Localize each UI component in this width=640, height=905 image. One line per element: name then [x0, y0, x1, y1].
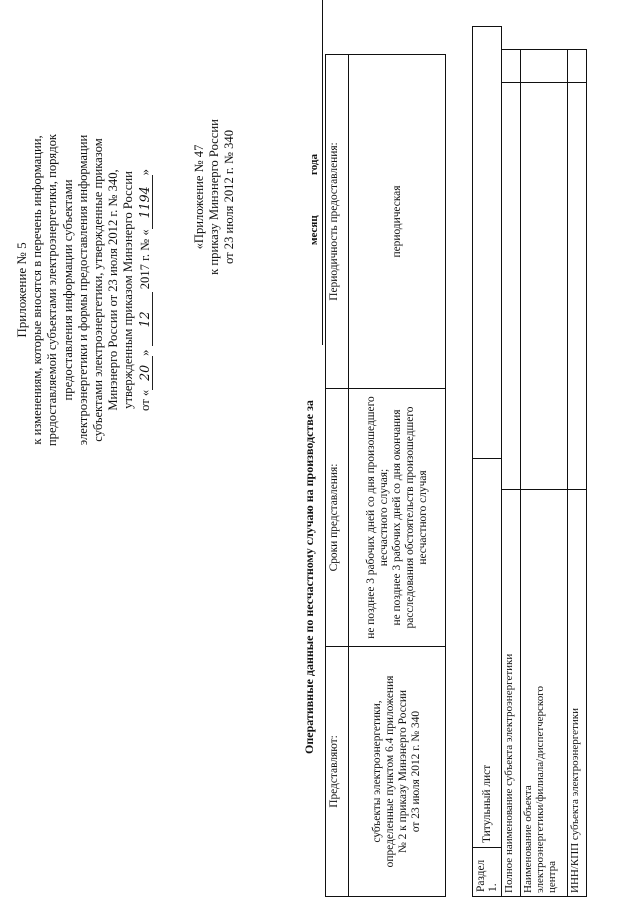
- deadlines-line: не позднее 3 рабочих дней со дня произошедшего: [364, 396, 377, 639]
- title-row-object-name: [521, 50, 568, 897]
- appendix-5-title: Приложение № 5: [14, 242, 29, 338]
- section-empty-cell: [473, 27, 502, 459]
- appendix-47-block: [192, 72, 238, 322]
- object-name-extra-cell: [521, 50, 568, 83]
- info-table-body-row: [349, 55, 446, 897]
- header-periodicity: Периодичность предоставления:: [326, 55, 349, 389]
- header-submitters: Представляют:: [326, 647, 349, 897]
- appendix-47-line-1: «Приложение № 47: [192, 144, 206, 250]
- order-year: 2017 г. №: [137, 238, 152, 290]
- header-line-1: к изменениям, которые вносятся в перечень информации,: [30, 135, 45, 445]
- period-underline: [322, 0, 323, 345]
- appendix-47-line-3: от 23 июля 2012 г. № 340: [222, 129, 237, 265]
- handwritten-month: 12: [137, 292, 153, 346]
- handwritten-order-number: 1194: [137, 175, 153, 229]
- object-name-line: центра: [546, 861, 558, 893]
- header-line-3: предоставления информации субъектами: [60, 179, 75, 401]
- full-name-extra-cell: [502, 50, 521, 83]
- submitters-cell: [349, 647, 446, 897]
- header-line-4: электроэнергетики и формы предоставления информации: [75, 134, 90, 446]
- order-date-prefix: от «: [137, 389, 152, 411]
- header-line-2: предоставляемой субъектами электроэнергетики, порядок: [45, 133, 60, 447]
- title-row-inn-kpp: [568, 50, 587, 897]
- order-date-line: [137, 169, 153, 411]
- object-name-label: [521, 490, 568, 897]
- section-1-row: [472, 26, 502, 897]
- submitters-line: субъекты электроэнергетики,: [371, 700, 383, 843]
- header-line-6: Минэнерго России от 23 июля 2012 г. № 340,: [106, 169, 121, 411]
- info-table-header-row: [326, 55, 349, 897]
- order-date-quote: »: [137, 349, 152, 356]
- order-number-open: «: [137, 229, 152, 236]
- full-name-value-cell: [502, 83, 521, 490]
- object-name-line: Наименование объекта: [522, 785, 534, 893]
- report-title: Оперативные данные по несчастному случаю на производстве за: [302, 400, 316, 754]
- inn-kpp-extra-cell: [568, 50, 587, 83]
- submitters-line: от 23 июля 2012 г. № 340: [410, 710, 422, 833]
- full-name-label: Полное наименование субъекта электроэнергетики: [502, 490, 521, 897]
- period-year-label: года: [308, 154, 320, 175]
- header-line-5: субъектами электроэнергетики, утвержденные приказом: [91, 138, 106, 442]
- object-name-line: электроэнергетики/филиала/диспетчерского: [534, 686, 546, 893]
- deadlines-line: не позднее 3 рабочих дней со дня окончания: [390, 409, 403, 626]
- object-name-value-cell: [521, 83, 568, 490]
- title-sheet-table: [501, 49, 587, 897]
- inn-kpp-value-cell: [568, 83, 587, 490]
- header-line-7: утвержденным приказом Минэнерго России: [121, 171, 136, 409]
- periodicity-cell: периодическая: [349, 55, 446, 389]
- header-deadlines: Сроки представления:: [326, 389, 349, 647]
- submission-info-table: [325, 54, 446, 897]
- order-number-close: »: [137, 169, 152, 176]
- deadlines-line: несчастного случая;: [377, 468, 390, 567]
- submitters-line: № 2 к приказу Минэнерго России: [397, 689, 409, 854]
- section-name: Титульный лист: [473, 459, 502, 848]
- submitters-line: определенные пунктом 6.4 приложения: [384, 675, 396, 868]
- handwritten-day: 20: [137, 356, 153, 390]
- appendix-47-line-2: к приказу Минэнерго России: [207, 119, 222, 275]
- section-number: Раздел 1.: [473, 848, 502, 897]
- deadlines-line: несчастного случая: [416, 470, 429, 565]
- period-month-label: месяц: [308, 215, 320, 245]
- deadlines-cell: [349, 389, 446, 647]
- inn-kpp-label: ИНН/КПП субъекта электроэнергетики: [568, 490, 587, 897]
- deadlines-line: расследования обстоятельств произошедшего: [403, 406, 416, 629]
- appendix-5-header: [14, 10, 153, 570]
- title-row-full-name: [502, 50, 521, 897]
